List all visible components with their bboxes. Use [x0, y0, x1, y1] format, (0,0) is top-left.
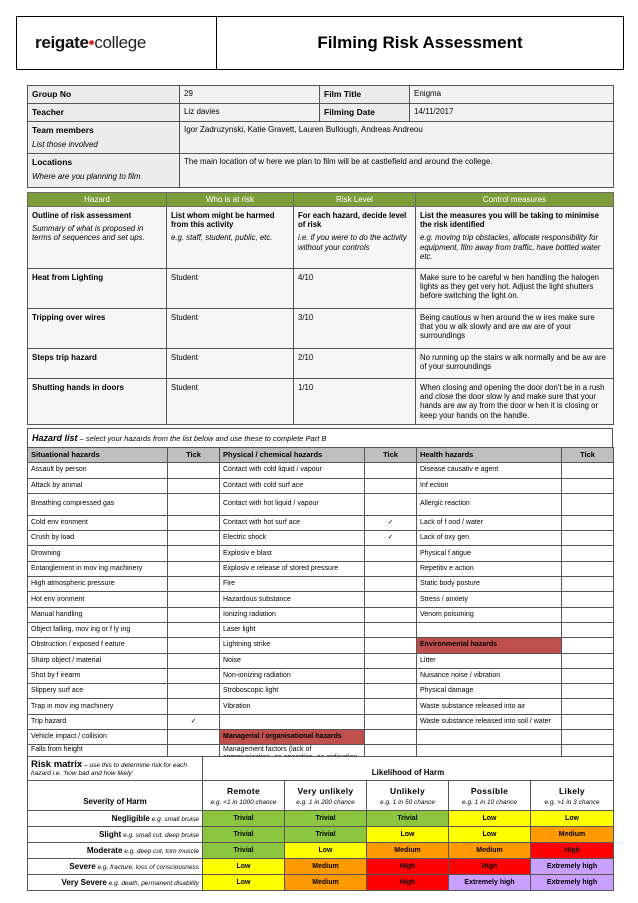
health-tick — [562, 668, 614, 683]
situational-hazard: Hot env ironment — [28, 592, 168, 607]
risk-matrix-instruction: – use this to determine risk for each hazard i.e. ‘how bad and how likely’ — [31, 762, 188, 777]
filming-date-value: 14/11/2017 — [410, 104, 614, 122]
guide-who-hint: e.g. staff, student, public, etc. — [171, 233, 273, 243]
hazard-list-title — [27, 428, 613, 447]
logo-dot: • — [88, 33, 95, 52]
situational-tick — [168, 546, 220, 561]
physical-hazard: Contact with cold liquid / vapour — [220, 463, 365, 478]
guidance-row — [28, 207, 614, 269]
col-control-measures: Control measures — [416, 193, 614, 207]
situational-tick — [168, 699, 220, 714]
hazard-list-header-row — [28, 448, 614, 463]
physical-tick — [365, 653, 417, 668]
risk-level-cell: Extremely high — [531, 859, 614, 875]
physical-hazard: Fire — [220, 577, 365, 592]
risk-matrix-row — [28, 843, 614, 859]
situational-tick — [168, 561, 220, 576]
severity-name: Moderate — [86, 846, 123, 855]
guide-risk-title: For each hazard, decide level of risk — [298, 211, 407, 230]
guide-hazard-hint: Summary of what is proposed in terms of sequences and set ups. — [32, 224, 145, 243]
risk-level-cell: Medium — [367, 843, 449, 859]
likelihood-column-header — [203, 781, 285, 811]
hazard-list-row — [28, 478, 614, 493]
locations-label-cell — [28, 154, 180, 188]
guide-control-hint: e.g. moving trip obstacles, allocate responsibility for equipment, film away from traffic, have bottled water etc. — [420, 233, 601, 261]
severity-level — [28, 875, 203, 891]
hazard-risk: 2/10 — [294, 349, 416, 379]
risk-level-cell: Extremely high — [531, 875, 614, 891]
risk-level-cell: High — [367, 875, 449, 891]
physical-tick — [365, 730, 417, 745]
physical-hazard: Management factors (lack of — [220, 745, 365, 778]
logo-part-2: college — [94, 33, 147, 52]
physical-header: Physical / chemical hazards — [220, 448, 365, 463]
situational-tick — [168, 684, 220, 699]
film-title-value: Enigma — [410, 86, 614, 104]
page-title: Filming Risk Assessment — [317, 33, 523, 52]
physical-hazard: Contact with cold surf ace — [220, 478, 365, 493]
health-hazard: Physical f atigue — [417, 546, 562, 561]
risk-matrix-row — [28, 875, 614, 891]
teacher-value: Liz davies — [180, 104, 320, 122]
situational-tick — [168, 607, 220, 622]
likelihood-column-header — [449, 781, 531, 811]
health-hazard: Inf ection — [417, 478, 562, 493]
physical-tick — [365, 668, 417, 683]
health-hazard: Waste substance released into air — [417, 699, 562, 714]
physical-tick — [365, 577, 417, 592]
tick-header: Tick — [168, 448, 220, 463]
hazard-control: When closing and opening the door don't be in a rush and close the door slow ly and make sure that your hands are aw ay from the door w hen it is closing or keep your hands on the handle. — [416, 379, 614, 425]
risk-level-cell: Low — [203, 859, 285, 875]
risk-level-cell: High — [449, 859, 531, 875]
likelihood-name: Remote — [227, 785, 260, 796]
filming-date-label: Filming Date — [320, 104, 410, 122]
physical-tick — [365, 546, 417, 561]
health-tick — [562, 515, 614, 530]
situational-tick — [168, 493, 220, 515]
risk-level-cell: Low — [285, 843, 367, 859]
team-members-label-cell — [28, 122, 180, 154]
severity-name: Severe — [69, 862, 96, 871]
hazard-who: Student — [167, 379, 294, 425]
hazard-list — [27, 428, 613, 778]
health-tick — [562, 638, 614, 653]
risk-level-cell: Trivial — [285, 811, 367, 827]
hazard-list-row — [28, 515, 614, 530]
hazard-name: Tripping over wires — [28, 309, 167, 349]
team-members-hint: List those involved — [32, 140, 98, 149]
hazard-row — [28, 309, 614, 349]
health-tick — [562, 463, 614, 478]
group-no-label: Group No — [28, 86, 180, 104]
film-title-label: Film Title — [320, 86, 410, 104]
situational-hazard: Falls from height — [28, 745, 168, 778]
hazard-list-row — [28, 653, 614, 668]
hazard-list-row — [28, 546, 614, 561]
hazard-list-row — [28, 699, 614, 714]
hazard-list-instruction: – select your hazards from the list below and use these to complete Part B — [77, 434, 327, 443]
guide-who-title: List whom might be harmed from this activity — [171, 211, 275, 230]
situational-hazard: Drowning — [28, 546, 168, 561]
physical-tick — [365, 463, 417, 478]
col-risk-level: Risk Level — [294, 193, 416, 207]
situational-hazard: Obstruction / exposed f eature — [28, 638, 168, 653]
situational-hazard: Attack by animal — [28, 478, 168, 493]
situational-hazard: Trap in mov ing machinery — [28, 699, 168, 714]
hazard-list-row — [28, 493, 614, 515]
likelihood-label: Likelihood of Harm — [203, 757, 614, 781]
locations-label: Locations — [32, 157, 73, 167]
situational-tick — [168, 577, 220, 592]
likelihood-column-header — [285, 781, 367, 811]
situational-tick — [168, 515, 220, 530]
severity-level — [28, 843, 203, 859]
likelihood-example: e.g. 1 in 10 chance — [462, 798, 517, 806]
locations-value: The main location of w here we plan to film will be at castlefield and around the college. — [180, 154, 614, 188]
severity-name: Very Severe — [61, 878, 107, 887]
health-hazard — [417, 730, 562, 745]
likelihood-column-header — [367, 781, 449, 811]
situational-hazard: Manual handling — [28, 607, 168, 622]
team-members-label: Team members — [32, 125, 94, 135]
likelihood-example: e.g. 1 in 50 chance — [380, 798, 435, 806]
physical-tick — [365, 699, 417, 714]
situational-header: Situational hazards — [28, 448, 168, 463]
physical-tick — [365, 638, 417, 653]
risk-matrix-row — [28, 811, 614, 827]
risk-level-cell: Low — [449, 827, 531, 843]
severity-level — [28, 811, 203, 827]
hazard-risk: 3/10 — [294, 309, 416, 349]
risk-level-cell: Extremely high — [449, 875, 531, 891]
health-hazard: Lack of oxy gen — [417, 531, 562, 546]
likelihood-name: Likely — [559, 785, 585, 796]
health-tick — [562, 531, 614, 546]
situational-hazard: High atmospheric pressure — [28, 577, 168, 592]
risk-level-cell: High — [367, 859, 449, 875]
severity-example: e.g. small bruise — [149, 816, 199, 823]
severity-example: e.g. death, permanent disability — [106, 880, 199, 887]
logo-part-1: reigate — [35, 33, 89, 52]
severity-name: Slight — [99, 830, 122, 839]
health-hazard: Stress / anxiety — [417, 592, 562, 607]
hazard-list-row — [28, 607, 614, 622]
risk-level-cell: Medium — [285, 859, 367, 875]
physical-tick — [365, 592, 417, 607]
situational-hazard: Assault by person — [28, 463, 168, 478]
hazard-who: Student — [167, 349, 294, 379]
health-tick — [562, 684, 614, 699]
physical-hazard: Contact with hot liquid / vapour — [220, 493, 365, 515]
severity-name: Negligible — [111, 814, 150, 823]
health-tick — [562, 653, 614, 668]
hazard-list-row — [28, 561, 614, 576]
risk-level-cell: Medium — [285, 875, 367, 891]
risk-level-cell: Low — [367, 827, 449, 843]
physical-tick — [365, 622, 417, 637]
physical-tick — [365, 561, 417, 576]
severity-level — [28, 827, 203, 843]
risk-level-cell: Trivial — [285, 827, 367, 843]
physical-hazard: Explosiv e release of stored pressure — [220, 561, 365, 576]
hazard-risk: 1/10 — [294, 379, 416, 425]
hazard-risk: 4/10 — [294, 269, 416, 309]
health-tick — [562, 577, 614, 592]
risk-level-cell: Medium — [531, 827, 614, 843]
physical-tick — [365, 714, 417, 729]
situational-hazard: Trip hazard — [28, 714, 168, 729]
health-hazard: Allergic reaction — [417, 493, 562, 515]
physical-tick: ✓ — [365, 515, 417, 530]
hazard-control: Make sure to be careful w hen handling the halogen lights as they get very hot. Adjust the light shutters before switching the light on. — [416, 269, 614, 309]
hazard-list-row — [28, 730, 614, 745]
physical-tick — [365, 607, 417, 622]
tick-header: Tick — [365, 448, 417, 463]
situational-hazard: Vehicle impact / collision — [28, 730, 168, 745]
col-who-at-risk: Who is at risk — [167, 193, 294, 207]
health-header: Health hazards — [417, 448, 562, 463]
situational-hazard: Object falling, mov ing or f ly ing — [28, 622, 168, 637]
tick-header: Tick — [562, 448, 614, 463]
guide-risk — [294, 207, 416, 269]
risk-matrix-row — [28, 827, 614, 843]
physical-hazard: Lightning strike — [220, 638, 365, 653]
health-hazard: Repetitiv e action — [417, 561, 562, 576]
hazard-list-row — [28, 668, 614, 683]
hazard-control: No running up the stairs w alk normally and be aw are of your surroundings — [416, 349, 614, 379]
severity-example: e.g. deep cut, torn muscle — [122, 848, 199, 855]
risk-level-cell: Trivial — [367, 811, 449, 827]
hazard-name: Shutting hands in doors — [28, 379, 167, 425]
guide-who — [167, 207, 294, 269]
physical-hazard — [220, 714, 365, 729]
health-tick — [562, 607, 614, 622]
health-hazard: Static body posture — [417, 577, 562, 592]
physical-tick — [365, 478, 417, 493]
situational-hazard: Cold env ironment — [28, 515, 168, 530]
risk-level-cell: Trivial — [203, 811, 285, 827]
guide-risk-hint: i.e. if you were to do the activity without your controls — [298, 233, 407, 252]
physical-hazard: Hazardous substance — [220, 592, 365, 607]
health-tick — [562, 493, 614, 515]
locations-hint: Where are you planning to film — [32, 172, 141, 181]
hazard-list-row — [28, 622, 614, 637]
health-tick — [562, 622, 614, 637]
health-tick — [562, 714, 614, 729]
managerial-hazards-header: Managerial / organisational hazards — [220, 730, 365, 745]
likelihood-example: e.g. 1 in 200 chance — [296, 798, 355, 806]
health-hazard: Physical damage — [417, 684, 562, 699]
situational-tick — [168, 463, 220, 478]
hazard-list-row — [28, 577, 614, 592]
likelihood-name: Possible — [470, 785, 509, 796]
hazard-list-row — [28, 638, 614, 653]
situational-hazard: Breathing compressed gas — [28, 493, 168, 515]
guide-hazard-title: Outline of risk assessment — [32, 211, 132, 220]
physical-hazard: Stroboscopic light — [220, 684, 365, 699]
guide-control-title: List the measures you will be taking to minimise the risk identified — [420, 211, 599, 230]
risk-matrix-row — [28, 859, 614, 875]
physical-tick: ✓ — [365, 531, 417, 546]
project-info — [27, 85, 613, 188]
health-tick — [562, 592, 614, 607]
hazard-row — [28, 349, 614, 379]
health-hazard: Venom poisoning — [417, 607, 562, 622]
hazard-name: Heat from Lighting — [28, 269, 167, 309]
situational-tick — [168, 592, 220, 607]
guide-control — [416, 207, 614, 269]
physical-hazard: Noise — [220, 653, 365, 668]
likelihood-name: Unlikely — [390, 785, 425, 796]
situational-tick — [168, 668, 220, 683]
severity-example: e.g. fracture, loss of consciousness — [95, 864, 199, 871]
hazard-list-row — [28, 592, 614, 607]
situational-tick — [168, 478, 220, 493]
likelihood-column-header — [531, 781, 614, 811]
risk-level-cell: Trivial — [203, 843, 285, 859]
risk-level-cell: Low — [449, 811, 531, 827]
physical-hazard: Ionizing radiation — [220, 607, 365, 622]
health-tick — [562, 561, 614, 576]
health-hazard: Lack of f ood / water — [417, 515, 562, 530]
risk-matrix-heading: Risk matrix — [31, 759, 83, 770]
situational-tick — [168, 638, 220, 653]
hazard-row — [28, 269, 614, 309]
health-tick — [562, 699, 614, 714]
likelihood-example: e.g. <1 in 1000 chance — [210, 798, 277, 806]
likelihood-name: Very unlikely — [297, 785, 354, 796]
hazard-list-row — [28, 531, 614, 546]
environmental-hazards-header: Environmental hazards — [417, 638, 562, 653]
risk-matrix — [27, 756, 613, 891]
situational-hazard: Sharp object / material — [28, 653, 168, 668]
risk-level-cell: Low — [203, 875, 285, 891]
severity-label: Severity of Harm — [28, 781, 203, 811]
guide-hazard — [28, 207, 167, 269]
situational-hazard: Crush by load — [28, 531, 168, 546]
situational-tick — [168, 622, 220, 637]
health-tick — [562, 478, 614, 493]
health-tick — [562, 546, 614, 561]
col-hazard: Hazard — [28, 193, 167, 207]
severity-level — [28, 859, 203, 875]
health-hazard — [417, 622, 562, 637]
hazard-list-heading: Hazard list — [32, 433, 78, 443]
teacher-label: Teacher — [28, 104, 180, 122]
team-members-value: Igor Zadruzynski, Katie Gravett, Lauren Bullough, Andreas Andreou — [180, 122, 614, 154]
health-hazard: Waste substance released into soil / water — [417, 714, 562, 729]
severity-example: e.g. small cut, deep bruise — [121, 832, 199, 839]
hazard-who: Student — [167, 309, 294, 349]
likelihood-example: e.g. >1 in 3 chance — [544, 798, 600, 806]
situational-hazard: Slippery surf ace — [28, 684, 168, 699]
physical-hazard: Laser light — [220, 622, 365, 637]
physical-hazard: Vibration — [220, 699, 365, 714]
risk-level-cell: Medium — [449, 843, 531, 859]
situational-tick — [168, 730, 220, 745]
risk-level-cell: Low — [531, 811, 614, 827]
group-no-value: 29 — [180, 86, 320, 104]
physical-tick — [365, 684, 417, 699]
situational-hazard: Entanglement in mov ing machinery — [28, 561, 168, 576]
college-logo — [17, 17, 217, 69]
risk-matrix-title — [28, 757, 203, 781]
health-tick — [562, 730, 614, 745]
hazard-name: Steps trip hazard — [28, 349, 167, 379]
physical-hazard: Electric shock — [220, 531, 365, 546]
hazard-list-row — [28, 463, 614, 478]
risk-level-cell: High — [531, 843, 614, 859]
hazard-list-row — [28, 684, 614, 699]
situational-tick — [168, 531, 220, 546]
logo-wordmark — [35, 33, 146, 53]
hazard-assessment-table — [27, 192, 613, 425]
situational-tick: ✓ — [168, 714, 220, 729]
health-hazard: Disease causativ e agent — [417, 463, 562, 478]
physical-hazard: Explosiv e blast — [220, 546, 365, 561]
document-header — [16, 16, 624, 70]
situational-tick — [168, 653, 220, 668]
health-hazard: Nuisance noise / vibration — [417, 668, 562, 683]
situational-hazard: Shot by f irearm — [28, 668, 168, 683]
hazard-control: Being cautious w hen around the w ires make sure that you w alk slowly and are aw are of your surroundings — [416, 309, 614, 349]
physical-hazard: Contact with hot surf ace — [220, 515, 365, 530]
health-hazard: Litter — [417, 653, 562, 668]
risk-level-cell: Trivial — [203, 827, 285, 843]
hazard-row — [28, 379, 614, 425]
physical-tick — [365, 493, 417, 515]
hazard-who: Student — [167, 269, 294, 309]
hazard-list-row — [28, 714, 614, 729]
physical-hazard: Non-ionizing radiation — [220, 668, 365, 683]
